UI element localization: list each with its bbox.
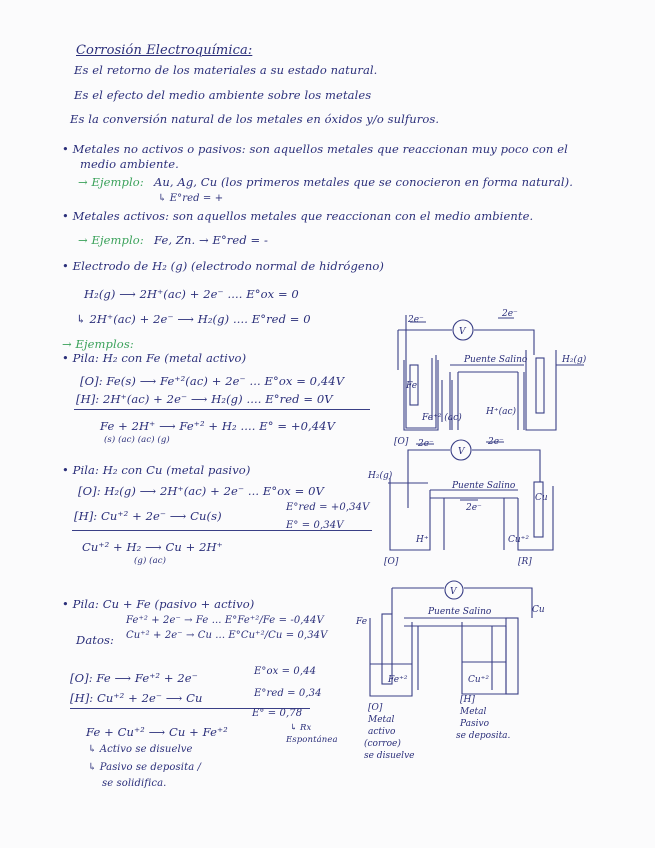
pila1-right-solution: H⁺(ac) <box>486 407 517 417</box>
non-active-example-text: Au, Ag, Cu (los primeros metales que se conocieron en forma natural). <box>154 175 573 189</box>
pila1-reduction: [H]: 2H⁺(ac) + 2e⁻ ⟶ H₂(g) .... E°red = 0V <box>76 392 333 406</box>
pila3-left-metal: Fe <box>356 617 368 627</box>
pila3-right-label-1: Metal <box>460 707 487 717</box>
pila2-electrons-right: 2e⁻ <box>488 437 504 447</box>
pila2-total: Cu⁺² + H₂ ⟶ Cu + 2H⁺ <box>82 540 223 554</box>
pila3-right-metal: Cu <box>532 605 545 615</box>
pila1-states: (s) (ac) (ac) (g) <box>104 435 170 445</box>
active-line1: • Metales activos: son aquellos metales que reaccionan con el medio ambiente. <box>62 209 534 223</box>
pila3-salt-bridge: Puente Salino <box>428 607 492 617</box>
pila1-left-solution: Fe⁺² (ac) <box>422 413 462 423</box>
pila2-reduction-potential: E°red = +0,34V <box>286 502 370 513</box>
pila2-reduction: [H]: Cu⁺² + 2e⁻ ⟶ Cu(s) <box>74 509 222 523</box>
active-example-label: → Ejemplo: <box>78 233 144 247</box>
pila3-left-label-2: activo <box>368 727 396 737</box>
pila1-electrons-right: 2e⁻ <box>502 309 518 319</box>
pila2-states: (g) (ac) <box>134 556 167 566</box>
pila3-heading: • Pila: Cu + Fe (pasivo + activo) <box>62 597 255 611</box>
pila3-data-1: Fe⁺² + 2e⁻ → Fe ... E°Fe⁺²/Fe = -0,44V <box>126 615 324 626</box>
pila2-cathode: [R] <box>518 557 532 567</box>
pila2-heading: • Pila: H₂ con Cu (metal pasivo) <box>62 463 251 477</box>
non-active-line1: • Metales no activos o pasivos: son aquellos metales que reaccionan muy poco con el <box>62 142 568 156</box>
pila3-note-2: ↳ Pasivo se deposita / <box>88 762 202 773</box>
pila1-anode: [O] <box>394 437 409 447</box>
pila3-right-label-2: Pasivo <box>460 719 490 729</box>
pila1-heading: • Pila: H₂ con Fe (metal activo) <box>62 351 247 365</box>
pila3-reduction: [H]: Cu⁺² + 2e⁻ ⟶ Cu <box>70 691 203 705</box>
pila2-electrons-mid: 2e⁻ <box>466 503 482 513</box>
hydrogen-reaction-2: ↳ 2H⁺(ac) + 2e⁻ ⟶ H₂(g) .... E°red = 0 <box>76 312 311 326</box>
hydrogen-reaction-1: H₂(g) ⟶ 2H⁺(ac) + 2e⁻ .... E°ox = 0 <box>84 287 299 301</box>
pila2-metal: Cu <box>535 493 548 503</box>
pila1-gas: H₂(g) <box>562 355 587 365</box>
pila2-oxidation: [O]: H₂(g) ⟶ 2H⁺(ac) + 2e⁻ ... E°ox = 0V <box>78 484 324 498</box>
pila2-gas: H₂(g) <box>368 471 393 481</box>
pila3-right-label-3: se deposita. <box>456 731 511 741</box>
pila3-eox: E°ox = 0,44 <box>254 666 317 677</box>
pila1-electrons-left: 2e⁻ <box>408 315 424 325</box>
pila3-note-3: se solidifica. <box>102 778 167 789</box>
pila3-ered: E°red = 0,34 <box>254 688 322 699</box>
pila3-left-label-3: (corroe) <box>364 739 401 749</box>
pila2-salt-bridge: Puente Salino <box>452 481 516 491</box>
definition-1: Es el retorno de los materiales a su estado natural. <box>74 63 378 77</box>
pila3-potential: E° = 0,78 <box>252 708 303 719</box>
pila3-left-solution: Fe⁺² <box>388 675 408 685</box>
pila1-oxidation: [O]: Fe(s) ⟶ Fe⁺²(ac) + 2e⁻ ... E°ox = 0,44V <box>80 374 345 388</box>
non-active-note: ↳ E°red = + <box>158 193 224 204</box>
pila3-total: Fe + Cu⁺² ⟶ Cu + Fe⁺² <box>86 725 228 739</box>
pila3-data-2: Cu⁺² + 2e⁻ → Cu ... E°Cu⁺²/Cu = 0,34V <box>126 630 328 641</box>
pila2-left-solution: H⁺ <box>416 535 429 545</box>
pila2-electrons-left: 2e⁻ <box>418 439 434 449</box>
pila2-right-solution: Cu⁺² <box>508 535 530 545</box>
pila3-spontaneous: Espontánea <box>286 735 338 745</box>
pila3-rx: ↳ Rx <box>290 723 312 733</box>
pila3-left-label-1: Metal <box>368 715 395 725</box>
pila2-diagram <box>368 438 568 573</box>
page-title: Corrosión Electroquímica: <box>76 43 253 58</box>
pila1-voltmeter: V <box>459 327 466 337</box>
pila2-anode: [O] <box>384 557 399 567</box>
pila1-metal: Fe <box>406 381 418 391</box>
pila3-data-label: Datos: <box>76 633 114 647</box>
pila2-voltmeter: V <box>458 447 465 457</box>
pila1-salt-bridge: Puente Salino <box>464 355 528 365</box>
pila3-oxidation: [O]: Fe ⟶ Fe⁺² + 2e⁻ <box>70 671 198 685</box>
non-active-line2: medio ambiente. <box>80 157 179 171</box>
pila1-diagram <box>386 310 586 450</box>
pila3-left-label-0: [O] <box>368 703 383 713</box>
pila3-note-1: ↳ Activo se disuelve <box>88 744 193 755</box>
pila3-left-label-4: se disuelve <box>364 751 415 761</box>
pila3-right-label-0: [H] <box>460 695 475 705</box>
hydrogen-heading: • Electrodo de H₂ (g) (electrodo normal de hidrógeno) <box>62 259 384 273</box>
pila1-total: Fe + 2H⁺ ⟶ Fe⁺² + H₂ .... E° = +0,44V <box>100 419 336 433</box>
pila3-right-solution: Cu⁺² <box>468 675 490 685</box>
examples-label: → Ejemplos: <box>62 337 134 351</box>
pila2-potential: E° = 0,34V <box>286 520 344 531</box>
definition-2: Es el efecto del medio ambiente sobre los metales <box>74 88 372 102</box>
active-example-text: Fe, Zn. → E°red = - <box>154 233 269 247</box>
non-active-example-label: → Ejemplo: <box>78 175 144 189</box>
pila3-diagram <box>356 578 546 761</box>
definition-3: Es la conversión natural de los metales en óxidos y/o sulfuros. <box>70 112 440 126</box>
pila3-voltmeter: V <box>450 587 457 597</box>
pila1-divider <box>74 409 370 410</box>
